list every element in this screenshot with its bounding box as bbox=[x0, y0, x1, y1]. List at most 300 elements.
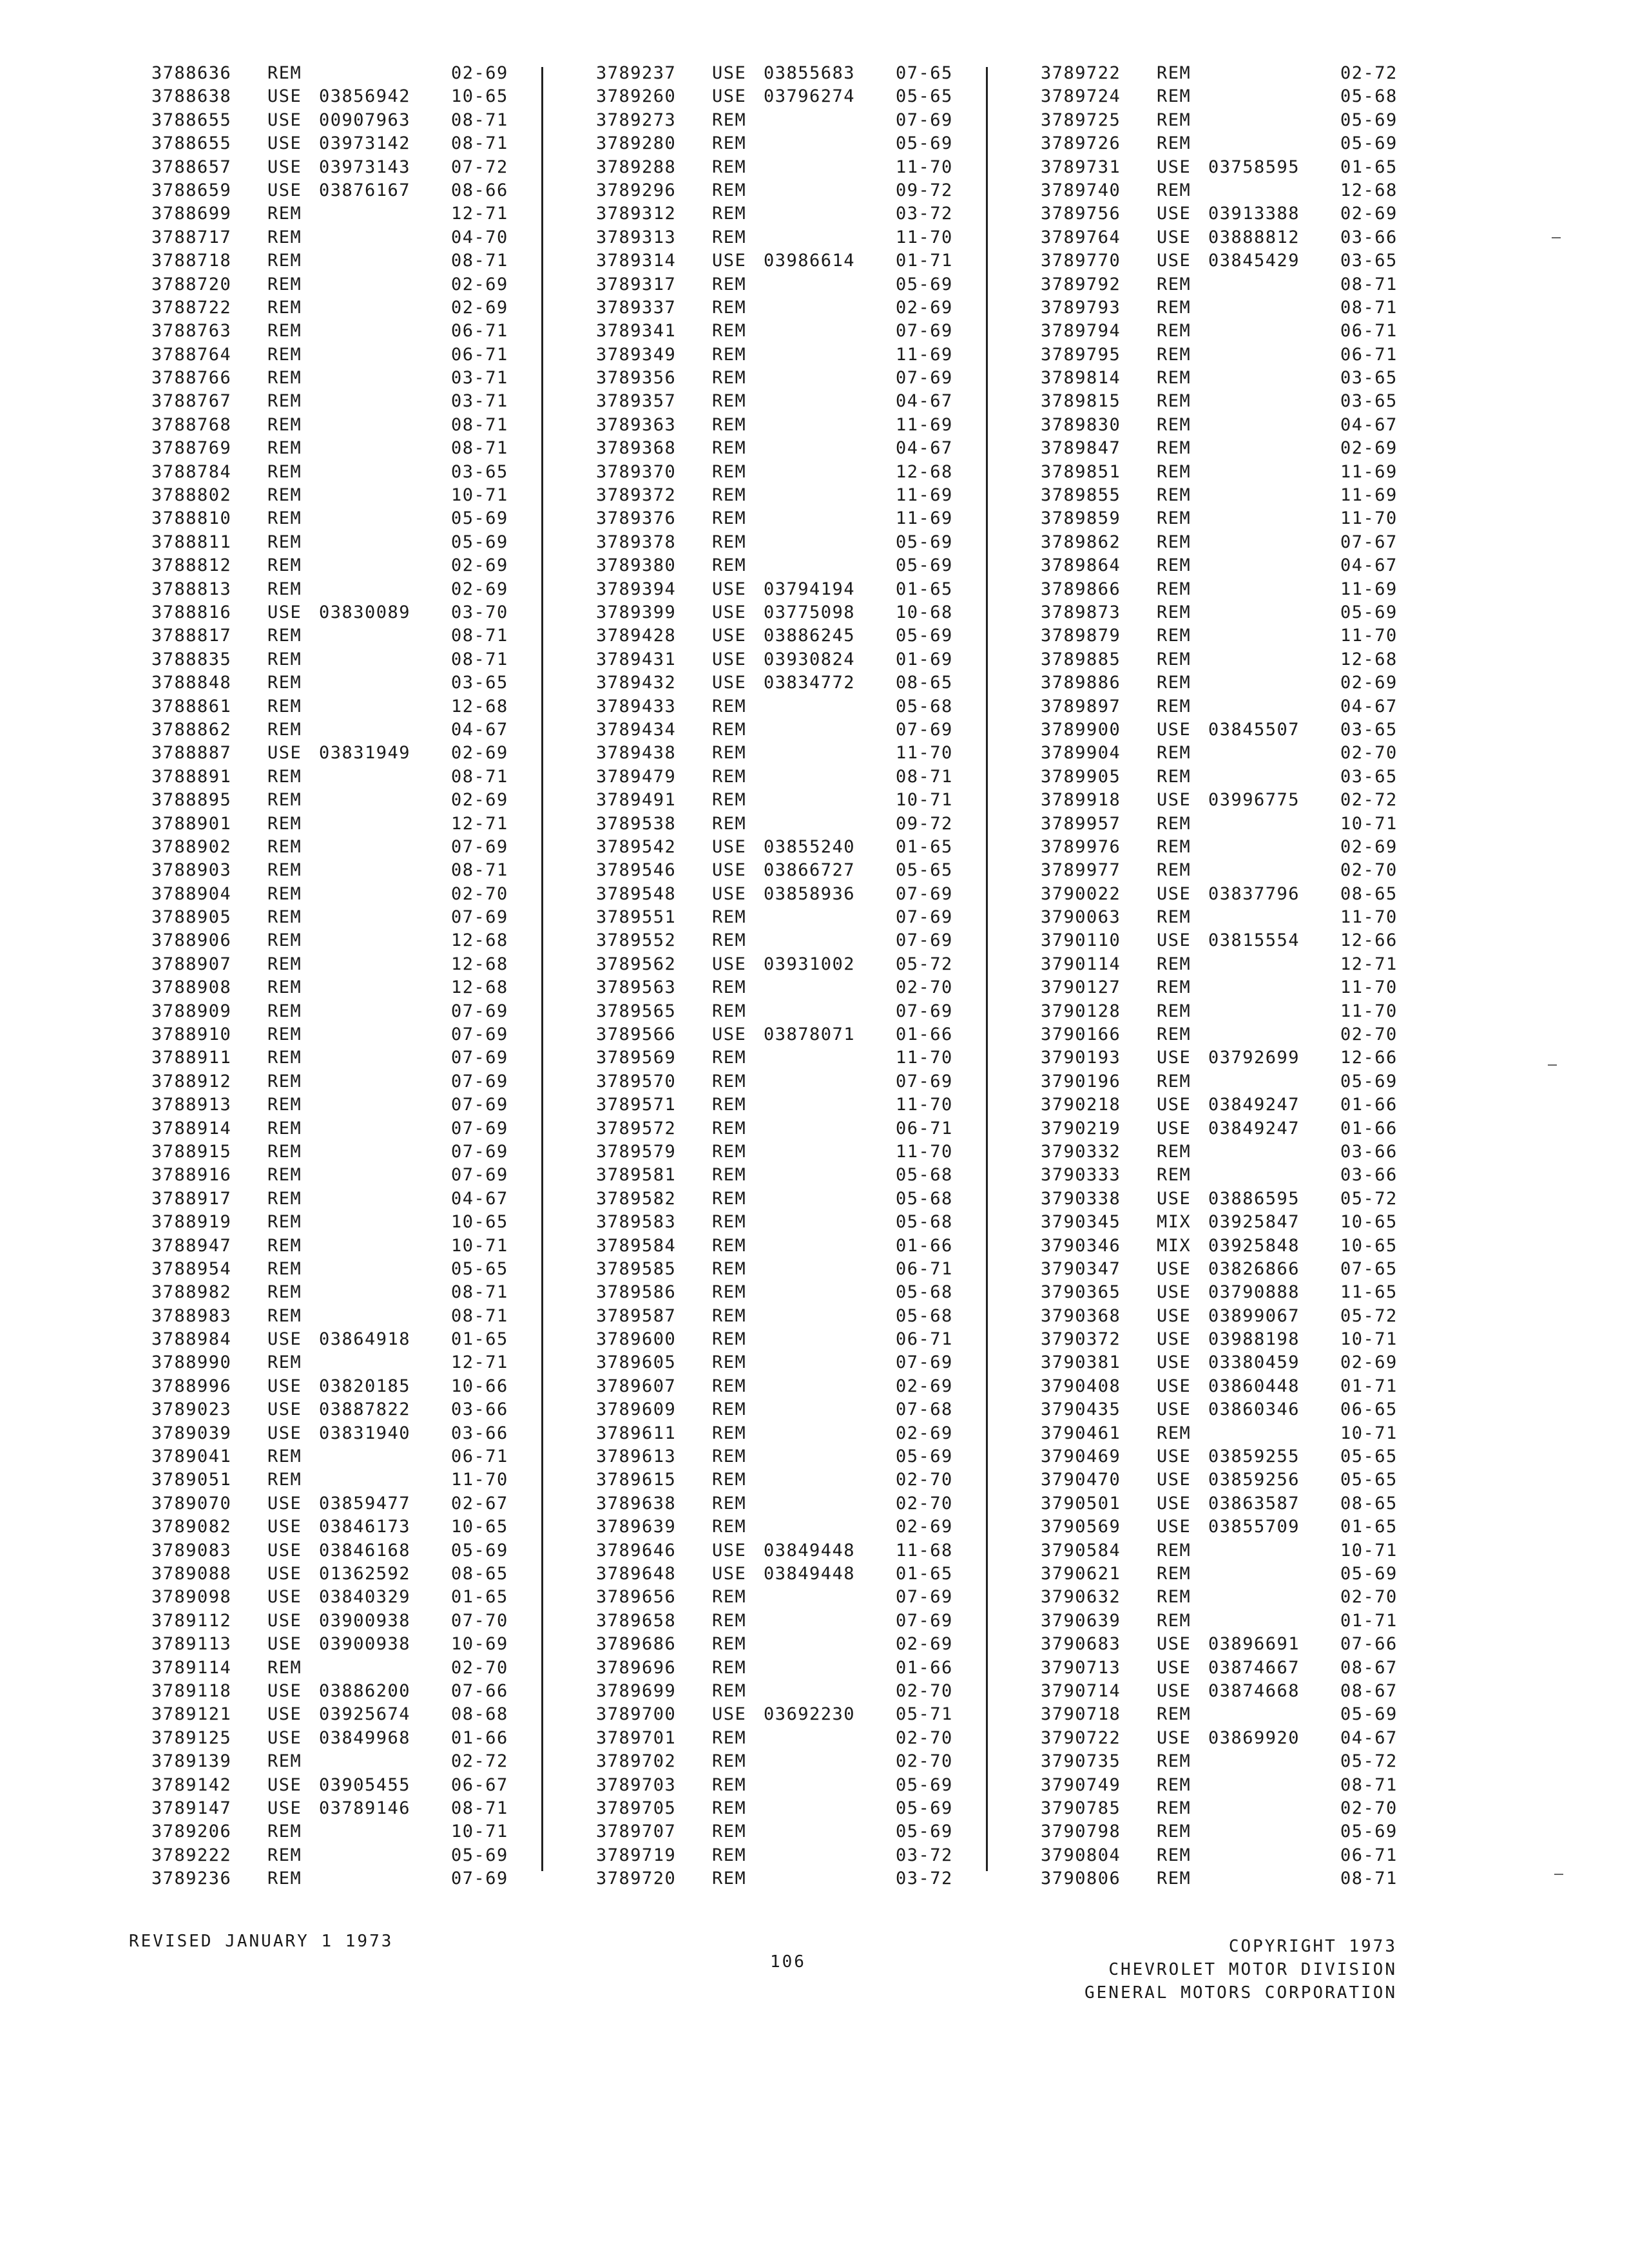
effective-date: 05-69 bbox=[896, 1798, 953, 1818]
part-number: 3790368 bbox=[1041, 1305, 1121, 1326]
replacement-part: 03380459 bbox=[1208, 1352, 1300, 1373]
action-code: REM bbox=[712, 532, 747, 552]
parts-row bbox=[596, 1680, 960, 1703]
parts-row bbox=[1041, 671, 1405, 695]
action-code: REM bbox=[712, 766, 747, 787]
action-code: REM bbox=[1157, 1540, 1191, 1561]
effective-date: 08-71 bbox=[451, 1282, 508, 1303]
parts-row bbox=[1041, 1680, 1405, 1703]
parts-row bbox=[1041, 812, 1405, 836]
action-code: REM bbox=[267, 414, 302, 435]
part-number: 3788768 bbox=[151, 414, 232, 435]
action-code: REM bbox=[712, 1869, 747, 1889]
part-number: 3789341 bbox=[596, 321, 677, 341]
effective-date: 10-65 bbox=[451, 86, 508, 107]
parts-row bbox=[151, 1211, 516, 1234]
part-number: 3789600 bbox=[596, 1329, 677, 1350]
parts-row bbox=[151, 1187, 516, 1211]
part-number: 3789121 bbox=[151, 1704, 232, 1725]
action-code: REM bbox=[1157, 485, 1191, 506]
parts-row bbox=[596, 62, 960, 85]
part-number: 3789862 bbox=[1041, 532, 1121, 552]
action-code: REM bbox=[1157, 110, 1191, 130]
part-number: 3790461 bbox=[1041, 1423, 1121, 1443]
parts-row bbox=[1041, 1070, 1405, 1093]
part-number: 3789312 bbox=[596, 204, 677, 224]
part-number: 3789372 bbox=[596, 485, 677, 506]
action-code: REM bbox=[712, 813, 747, 834]
parts-row bbox=[596, 1117, 960, 1140]
action-code: USE bbox=[712, 63, 747, 83]
parts-row bbox=[596, 484, 960, 507]
part-number: 3789770 bbox=[1041, 251, 1121, 271]
action-code: REM bbox=[712, 1470, 747, 1490]
part-number: 3789814 bbox=[1041, 368, 1121, 389]
parts-row bbox=[596, 1305, 960, 1328]
effective-date: 12-68 bbox=[1340, 180, 1398, 200]
effective-date: 11-65 bbox=[1340, 1282, 1398, 1303]
parts-row bbox=[596, 1164, 960, 1187]
parts-row bbox=[151, 1867, 516, 1890]
replacement-part: 03855683 bbox=[764, 63, 856, 83]
replacement-part: 03858936 bbox=[764, 883, 856, 904]
part-number: 3790166 bbox=[1041, 1024, 1121, 1045]
effective-date: 10-71 bbox=[451, 1821, 508, 1842]
replacement-part: 03930824 bbox=[764, 649, 856, 669]
part-number: 3789538 bbox=[596, 813, 677, 834]
effective-date: 07-69 bbox=[896, 719, 953, 740]
part-number: 3788915 bbox=[151, 1141, 232, 1162]
action-code: REM bbox=[1157, 180, 1191, 200]
part-number: 3788917 bbox=[151, 1188, 232, 1209]
action-code: REM bbox=[267, 1751, 302, 1772]
parts-row bbox=[596, 1046, 960, 1070]
action-code: USE bbox=[1157, 1048, 1191, 1068]
part-number: 3790435 bbox=[1041, 1399, 1121, 1420]
effective-date: 08-71 bbox=[1340, 274, 1398, 294]
part-number: 3790345 bbox=[1041, 1212, 1121, 1233]
parts-row bbox=[1041, 1797, 1405, 1820]
action-code: REM bbox=[712, 1610, 747, 1631]
parts-row bbox=[596, 1562, 960, 1586]
part-number: 3789855 bbox=[1041, 485, 1121, 506]
part-number: 3790806 bbox=[1041, 1869, 1121, 1889]
effective-date: 03-65 bbox=[451, 673, 508, 693]
action-code: USE bbox=[267, 1610, 302, 1631]
effective-date: 08-71 bbox=[451, 133, 508, 154]
effective-date: 10-66 bbox=[451, 1376, 508, 1396]
action-code: REM bbox=[267, 673, 302, 693]
parts-row bbox=[596, 85, 960, 108]
parts-row bbox=[1041, 1703, 1405, 1726]
effective-date: 06-71 bbox=[451, 1446, 508, 1467]
effective-date: 02-69 bbox=[1340, 836, 1398, 857]
page-number: 106 bbox=[770, 1952, 806, 1972]
effective-date: 02-70 bbox=[896, 977, 953, 998]
effective-date: 08-71 bbox=[451, 860, 508, 881]
effective-date: 05-65 bbox=[1340, 1446, 1398, 1467]
action-code: USE bbox=[267, 1423, 302, 1443]
effective-date: 07-69 bbox=[451, 1024, 508, 1045]
part-number: 3789357 bbox=[596, 391, 677, 412]
part-number: 3788638 bbox=[151, 86, 232, 107]
parts-row bbox=[596, 461, 960, 484]
action-code: REM bbox=[712, 790, 747, 811]
part-number: 3790333 bbox=[1041, 1165, 1121, 1186]
effective-date: 07-69 bbox=[451, 1869, 508, 1889]
action-code: REM bbox=[712, 414, 747, 435]
replacement-part: 03900938 bbox=[319, 1634, 411, 1655]
effective-date: 02-69 bbox=[896, 1376, 953, 1396]
part-number: 3789572 bbox=[596, 1118, 677, 1139]
action-code: REM bbox=[712, 1188, 747, 1209]
action-code: USE bbox=[712, 1024, 747, 1045]
replacement-part: 03859256 bbox=[1208, 1470, 1300, 1490]
parts-row bbox=[596, 1633, 960, 1656]
parts-row bbox=[151, 1468, 516, 1492]
action-code: REM bbox=[267, 860, 302, 881]
part-number: 3788904 bbox=[151, 883, 232, 904]
parts-row bbox=[1041, 976, 1405, 999]
parts-row bbox=[151, 179, 516, 202]
parts-row bbox=[596, 1422, 960, 1445]
parts-row bbox=[1041, 1633, 1405, 1656]
parts-row bbox=[596, 1867, 960, 1890]
action-code: REM bbox=[1157, 1704, 1191, 1725]
effective-date: 07-66 bbox=[451, 1680, 508, 1701]
part-number: 3789585 bbox=[596, 1258, 677, 1279]
part-number: 3789699 bbox=[596, 1680, 677, 1701]
part-number: 3789542 bbox=[596, 836, 677, 857]
parts-row bbox=[596, 1070, 960, 1093]
action-code: REM bbox=[712, 391, 747, 412]
replacement-part: 03866727 bbox=[764, 860, 856, 881]
replacement-part: 03837796 bbox=[1208, 883, 1300, 904]
effective-date: 11-70 bbox=[896, 1095, 953, 1115]
part-number: 3789611 bbox=[596, 1423, 677, 1443]
action-code: REM bbox=[1157, 696, 1191, 716]
effective-date: 07-69 bbox=[451, 907, 508, 928]
replacement-part: 03996775 bbox=[1208, 790, 1300, 811]
replacement-part: 03869920 bbox=[1208, 1727, 1300, 1748]
effective-date: 01-66 bbox=[896, 1657, 953, 1678]
effective-date: 07-69 bbox=[896, 883, 953, 904]
action-code: REM bbox=[712, 321, 747, 341]
action-code: REM bbox=[1157, 321, 1191, 341]
parts-row bbox=[151, 1140, 516, 1164]
action-code: USE bbox=[267, 1774, 302, 1795]
parts-row bbox=[151, 695, 516, 718]
parts-row bbox=[151, 812, 516, 836]
part-number: 3789433 bbox=[596, 696, 677, 716]
part-number: 3789428 bbox=[596, 626, 677, 646]
part-number: 3788916 bbox=[151, 1165, 232, 1186]
replacement-part: 03792699 bbox=[1208, 1048, 1300, 1068]
part-number: 3789794 bbox=[1041, 321, 1121, 341]
parts-row bbox=[1041, 1235, 1405, 1258]
part-number: 3789563 bbox=[596, 977, 677, 998]
parts-row bbox=[151, 1375, 516, 1398]
action-code: REM bbox=[267, 1001, 302, 1021]
effective-date: 01-66 bbox=[896, 1024, 953, 1045]
action-code: USE bbox=[1157, 1680, 1191, 1701]
action-code: USE bbox=[1157, 1282, 1191, 1303]
action-code: REM bbox=[712, 1399, 747, 1420]
replacement-part: 03830089 bbox=[319, 602, 411, 622]
parts-row bbox=[596, 1000, 960, 1023]
parts-row bbox=[596, 718, 960, 742]
parts-row bbox=[1041, 1328, 1405, 1351]
part-number: 3789587 bbox=[596, 1305, 677, 1326]
effective-date: 02-69 bbox=[1340, 204, 1398, 224]
action-code: REM bbox=[1157, 1845, 1191, 1865]
parts-row bbox=[1041, 109, 1405, 132]
part-number: 3790632 bbox=[1041, 1587, 1121, 1608]
part-number: 3790196 bbox=[1041, 1071, 1121, 1091]
action-code: USE bbox=[1157, 227, 1191, 247]
parts-row bbox=[1041, 507, 1405, 530]
effective-date: 11-70 bbox=[1340, 626, 1398, 646]
part-number: 3789897 bbox=[1041, 696, 1121, 716]
action-code: REM bbox=[712, 1774, 747, 1795]
effective-date: 11-69 bbox=[896, 414, 953, 435]
parts-row bbox=[596, 812, 960, 836]
part-number: 3789023 bbox=[151, 1399, 232, 1420]
parts-row bbox=[151, 1515, 516, 1539]
action-code: REM bbox=[1157, 1751, 1191, 1772]
effective-date: 12-68 bbox=[451, 696, 508, 716]
effective-date: 05-65 bbox=[896, 86, 953, 107]
part-number: 3789349 bbox=[596, 344, 677, 365]
effective-date: 01-65 bbox=[896, 1564, 953, 1584]
parts-row bbox=[151, 202, 516, 226]
parts-row bbox=[151, 859, 516, 882]
parts-row bbox=[151, 1305, 516, 1328]
effective-date: 02-67 bbox=[451, 1493, 508, 1514]
action-code: REM bbox=[1157, 461, 1191, 482]
part-number: 3789583 bbox=[596, 1212, 677, 1233]
parts-row bbox=[151, 601, 516, 624]
effective-date: 07-69 bbox=[896, 321, 953, 341]
part-number: 3788887 bbox=[151, 743, 232, 764]
part-number: 3788862 bbox=[151, 719, 232, 740]
effective-date: 07-68 bbox=[896, 1399, 953, 1420]
action-code: REM bbox=[267, 1305, 302, 1326]
replacement-part: 03831940 bbox=[319, 1423, 411, 1443]
part-number: 3790128 bbox=[1041, 1001, 1121, 1021]
effective-date: 08-68 bbox=[451, 1704, 508, 1725]
action-code: USE bbox=[267, 1704, 302, 1725]
action-code: REM bbox=[1157, 626, 1191, 646]
parts-row bbox=[1041, 1657, 1405, 1680]
effective-date: 05-69 bbox=[1340, 1071, 1398, 1091]
parts-row bbox=[596, 1820, 960, 1843]
part-number: 3790219 bbox=[1041, 1118, 1121, 1139]
action-code: USE bbox=[1157, 1352, 1191, 1373]
effective-date: 10-71 bbox=[896, 790, 953, 811]
parts-row bbox=[1041, 226, 1405, 249]
effective-date: 03-66 bbox=[1340, 1141, 1398, 1162]
effective-date: 10-69 bbox=[451, 1634, 508, 1655]
action-code: REM bbox=[712, 1680, 747, 1701]
action-code: REM bbox=[1157, 1821, 1191, 1842]
effective-date: 10-71 bbox=[1340, 1329, 1398, 1350]
action-code: REM bbox=[267, 485, 302, 506]
action-code: REM bbox=[712, 696, 747, 716]
action-code: USE bbox=[712, 1564, 747, 1584]
replacement-part: 03986614 bbox=[764, 251, 856, 271]
effective-date: 12-68 bbox=[1340, 649, 1398, 669]
part-number: 3788947 bbox=[151, 1235, 232, 1256]
parts-row bbox=[1041, 1187, 1405, 1211]
action-code: USE bbox=[1157, 883, 1191, 904]
part-number: 3788903 bbox=[151, 860, 232, 881]
action-code: USE bbox=[267, 180, 302, 200]
effective-date: 10-71 bbox=[1340, 1423, 1398, 1443]
action-code: REM bbox=[267, 391, 302, 412]
effective-date: 07-69 bbox=[896, 1071, 953, 1091]
action-code: REM bbox=[1157, 743, 1191, 764]
parts-row bbox=[596, 1586, 960, 1609]
action-code: REM bbox=[267, 1258, 302, 1279]
parts-row bbox=[151, 1750, 516, 1773]
part-number: 3788905 bbox=[151, 907, 232, 928]
part-number: 3788764 bbox=[151, 344, 232, 365]
action-code: REM bbox=[1157, 766, 1191, 787]
part-number: 3790785 bbox=[1041, 1798, 1121, 1818]
action-code: REM bbox=[1157, 1071, 1191, 1091]
effective-date: 06-71 bbox=[451, 321, 508, 341]
effective-date: 02-69 bbox=[451, 790, 508, 811]
part-number: 3789313 bbox=[596, 227, 677, 247]
part-number: 3790714 bbox=[1041, 1680, 1121, 1701]
part-number: 3790365 bbox=[1041, 1282, 1121, 1303]
action-code: REM bbox=[267, 1235, 302, 1256]
part-number: 3789113 bbox=[151, 1634, 232, 1655]
part-number: 3789082 bbox=[151, 1517, 232, 1537]
part-number: 3788908 bbox=[151, 977, 232, 998]
parts-row bbox=[1041, 789, 1405, 812]
revised-date: REVISED JANUARY 1 1973 bbox=[129, 1932, 394, 1951]
action-code: REM bbox=[1157, 63, 1191, 83]
part-number: 3789098 bbox=[151, 1587, 232, 1608]
effective-date: 10-65 bbox=[1340, 1212, 1398, 1233]
action-code: REM bbox=[267, 696, 302, 716]
parts-row bbox=[1041, 249, 1405, 273]
action-code: USE bbox=[267, 1798, 302, 1818]
effective-date: 07-69 bbox=[896, 110, 953, 130]
effective-date: 07-69 bbox=[451, 1118, 508, 1139]
effective-date: 10-65 bbox=[1340, 1235, 1398, 1256]
action-code: USE bbox=[1157, 1446, 1191, 1467]
action-code: REM bbox=[267, 1821, 302, 1842]
part-number: 3789646 bbox=[596, 1540, 677, 1561]
action-code: USE bbox=[1157, 1118, 1191, 1139]
action-code: REM bbox=[1157, 860, 1191, 881]
action-code: REM bbox=[267, 532, 302, 552]
part-number: 3788636 bbox=[151, 63, 232, 83]
parts-row bbox=[151, 765, 516, 789]
parts-row bbox=[1041, 1750, 1405, 1773]
effective-date: 11-68 bbox=[896, 1540, 953, 1561]
effective-date: 05-68 bbox=[896, 696, 953, 716]
effective-date: 03-72 bbox=[896, 204, 953, 224]
parts-row bbox=[151, 414, 516, 437]
effective-date: 11-69 bbox=[1340, 579, 1398, 599]
part-number: 3789432 bbox=[596, 673, 677, 693]
action-code: REM bbox=[267, 813, 302, 834]
replacement-part: 03834772 bbox=[764, 673, 856, 693]
parts-row bbox=[151, 1351, 516, 1374]
effective-date: 03-70 bbox=[451, 602, 508, 622]
margin-mark bbox=[1554, 1874, 1563, 1875]
effective-date: 11-69 bbox=[1340, 461, 1398, 482]
effective-date: 01-65 bbox=[1340, 1517, 1398, 1537]
parts-row bbox=[151, 531, 516, 554]
part-number: 3788769 bbox=[151, 438, 232, 459]
replacement-part: 03874667 bbox=[1208, 1657, 1300, 1678]
action-code: USE bbox=[267, 1517, 302, 1537]
effective-date: 02-69 bbox=[451, 297, 508, 318]
effective-date: 12-66 bbox=[1340, 1048, 1398, 1068]
effective-date: 05-71 bbox=[896, 1704, 953, 1725]
effective-date: 05-69 bbox=[896, 1774, 953, 1795]
action-code: REM bbox=[267, 251, 302, 271]
effective-date: 03-71 bbox=[451, 391, 508, 412]
action-code: USE bbox=[712, 579, 747, 599]
parts-row bbox=[1041, 906, 1405, 929]
part-number: 3789815 bbox=[1041, 391, 1121, 412]
effective-date: 08-71 bbox=[451, 251, 508, 271]
part-number: 3789851 bbox=[1041, 461, 1121, 482]
action-code: USE bbox=[1157, 251, 1191, 271]
action-code: USE bbox=[267, 1587, 302, 1608]
effective-date: 03-66 bbox=[1340, 1165, 1398, 1186]
action-code: REM bbox=[712, 1095, 747, 1115]
parts-row bbox=[151, 507, 516, 530]
action-code: REM bbox=[712, 1071, 747, 1091]
part-number: 3790381 bbox=[1041, 1352, 1121, 1373]
parts-row bbox=[1041, 1468, 1405, 1492]
parts-row bbox=[151, 1070, 516, 1093]
action-code: REM bbox=[267, 579, 302, 599]
action-code: REM bbox=[267, 1657, 302, 1678]
effective-date: 02-69 bbox=[896, 1517, 953, 1537]
parts-row bbox=[1041, 1492, 1405, 1515]
part-number: 3789088 bbox=[151, 1564, 232, 1584]
effective-date: 08-71 bbox=[451, 414, 508, 435]
parts-row bbox=[596, 1328, 960, 1351]
parts-row bbox=[1041, 531, 1405, 554]
action-code: REM bbox=[1157, 368, 1191, 389]
effective-date: 06-71 bbox=[896, 1329, 953, 1350]
part-number: 3789222 bbox=[151, 1845, 232, 1865]
action-code: USE bbox=[267, 86, 302, 107]
part-number: 3788816 bbox=[151, 602, 232, 622]
effective-date: 07-72 bbox=[451, 157, 508, 177]
effective-date: 12-68 bbox=[896, 461, 953, 482]
parts-row bbox=[596, 1797, 960, 1820]
effective-date: 12-71 bbox=[451, 204, 508, 224]
parts-row bbox=[151, 1235, 516, 1258]
part-number: 3789977 bbox=[1041, 860, 1121, 881]
action-code: REM bbox=[267, 1048, 302, 1068]
parts-row bbox=[596, 1610, 960, 1633]
effective-date: 05-69 bbox=[451, 532, 508, 552]
part-number: 3789546 bbox=[596, 860, 677, 881]
part-number: 3789615 bbox=[596, 1470, 677, 1490]
part-number: 3789070 bbox=[151, 1493, 232, 1514]
